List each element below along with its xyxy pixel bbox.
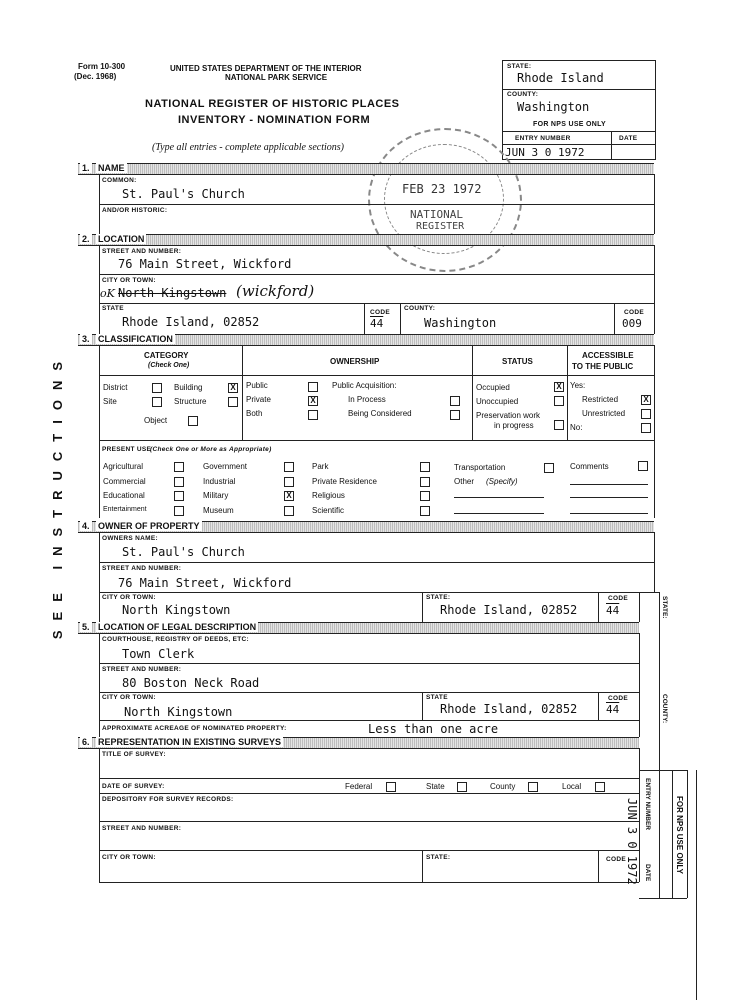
private-residence-checkbox[interactable]: [420, 477, 430, 487]
survey-state: State: [426, 782, 445, 791]
location-code: 44: [370, 317, 384, 330]
accessible-header: ACCESSIBLE: [582, 351, 634, 360]
form-date: (Dec. 1968): [74, 72, 117, 81]
category-structure: Structure: [174, 397, 207, 406]
public-checkbox[interactable]: [308, 382, 318, 392]
access-no: No:: [570, 423, 583, 432]
both-checkbox[interactable]: [308, 410, 318, 420]
park-checkbox[interactable]: [420, 462, 430, 472]
survey-federal: Federal: [345, 782, 373, 791]
location-county-label: COUNTY:: [404, 305, 436, 312]
present-use-sub: (Check One or More as Appropriate): [150, 446, 272, 453]
occupied-checkbox[interactable]: X: [554, 382, 564, 392]
in-process-label: In Process: [348, 395, 386, 404]
nps-use-only: FOR NPS USE ONLY: [533, 121, 606, 128]
margin-entry-number: ENTRY NUMBER: [644, 778, 651, 831]
survey-state-label: STATE:: [426, 854, 451, 861]
being-considered-label: Being Considered: [348, 409, 412, 418]
being-considered-checkbox[interactable]: [450, 410, 460, 420]
category-site: Site: [103, 397, 117, 406]
category-building: Building: [174, 383, 203, 392]
category-district: District: [103, 383, 128, 392]
section-2-bar: [78, 234, 654, 246]
legal-street-label: STREET AND NUMBER:: [102, 666, 182, 673]
museum-checkbox[interactable]: [284, 506, 294, 516]
ownership-private: Private: [246, 395, 271, 404]
use-religious: Religious: [312, 491, 345, 500]
present-use-label: PRESENT USE: [102, 446, 152, 453]
nps-header-box: [502, 60, 656, 160]
industrial-checkbox[interactable]: [284, 477, 294, 487]
section-2-number: 2.: [82, 234, 90, 244]
acreage-label: APPROXIMATE ACREAGE OF NOMINATED PROPERTY:: [102, 725, 287, 732]
scientific-checkbox[interactable]: [420, 506, 430, 516]
use-scientific: Scientific: [312, 506, 345, 515]
use-other: Other: [454, 477, 475, 486]
section-4-title: OWNER OF PROPERTY: [98, 521, 200, 531]
owner-name: St. Paul's Church: [122, 545, 245, 559]
owner-state-label: STATE:: [426, 594, 451, 601]
ownership-public: Public: [246, 381, 268, 390]
owner-state: Rhode Island, 02852: [440, 603, 578, 617]
entertainment-checkbox[interactable]: [174, 506, 184, 516]
form-subtitle: INVENTORY - NOMINATION FORM: [178, 114, 371, 126]
county-checkbox[interactable]: [528, 782, 538, 792]
county-label: COUNTY:: [507, 91, 539, 98]
location-street: 76 Main Street, Wickford: [118, 257, 292, 271]
legal-state: Rhode Island, 02852: [440, 702, 578, 716]
service-name: NATIONAL PARK SERVICE: [225, 73, 328, 82]
form-title: NATIONAL REGISTER OF HISTORIC PLACES: [145, 98, 400, 110]
religious-checkbox[interactable]: [420, 491, 430, 501]
courthouse-label: COURTHOUSE, REGISTRY OF DEEDS, ETC:: [102, 636, 250, 643]
category-header: CATEGORY: [144, 351, 189, 360]
common-label: COMMON:: [102, 177, 137, 184]
use-comments: Comments: [570, 462, 609, 471]
state-value: Rhode Island: [517, 71, 604, 85]
form-number: Form 10-300: [78, 62, 126, 71]
public-acquisition-label: Public Acquisition:: [332, 381, 397, 390]
margin-date: DATE: [644, 864, 651, 882]
status-occupied: Occupied: [476, 383, 510, 392]
site-checkbox[interactable]: [152, 397, 162, 407]
location-code-label: CODE: [370, 309, 390, 316]
unoccupied-checkbox[interactable]: [554, 396, 564, 406]
no-checkbox[interactable]: [641, 423, 651, 433]
courthouse-value: Town Clerk: [122, 647, 195, 661]
restricted-checkbox[interactable]: X: [641, 395, 651, 405]
section-1-title: NAME: [98, 163, 125, 173]
access-restricted: Restricted: [582, 395, 619, 404]
location-state: Rhode Island, 02852: [122, 315, 260, 329]
owner-street: 76 Main Street, Wickford: [118, 576, 292, 590]
survey-date-label: DATE OF SURVEY:: [102, 783, 165, 790]
legal-city: North Kingstown: [124, 705, 233, 719]
section-4-number: 4.: [82, 521, 90, 531]
owner-street-label: STREET AND NUMBER:: [102, 565, 182, 572]
stamp-national: NATIONAL: [410, 208, 463, 221]
structure-checkbox[interactable]: [228, 397, 238, 407]
use-specify: (Specify): [486, 477, 518, 486]
legal-state-label: STATE: [426, 694, 448, 701]
legal-code-label: CODE: [608, 695, 628, 702]
transportation-checkbox[interactable]: [544, 463, 554, 473]
location-state-label: STATE: [102, 305, 124, 312]
building-checkbox[interactable]: X: [228, 383, 238, 393]
instructions-note: (Type all entries - complete applicable sections): [152, 142, 344, 153]
access-unrestricted: Unrestricted: [582, 409, 626, 418]
state-checkbox[interactable]: [457, 782, 467, 792]
stamp-register: REGISTER: [416, 221, 465, 232]
section-5-title: LOCATION OF LEGAL DESCRIPTION: [98, 622, 257, 632]
stamp-date: FEB 23 1972: [402, 182, 482, 196]
department-name: UNITED STATES DEPARTMENT OF THE INTERIOR: [170, 64, 362, 73]
category-object: Object: [144, 416, 168, 425]
category-subheader: (Check One): [148, 362, 190, 369]
location-street-label: STREET AND NUMBER:: [102, 248, 182, 255]
in-process-checkbox[interactable]: [450, 396, 460, 406]
access-yes: Yes:: [570, 381, 586, 390]
use-commercial: Commercial: [103, 477, 146, 486]
district-checkbox[interactable]: [152, 383, 162, 393]
preservation-checkbox[interactable]: [554, 420, 564, 430]
section-5-number: 5.: [82, 622, 90, 632]
educational-checkbox[interactable]: [174, 491, 184, 501]
legal-code: 44: [606, 703, 620, 716]
ownership-header: OWNERSHIP: [330, 357, 380, 366]
owner-code-label: CODE: [608, 595, 628, 602]
commercial-checkbox[interactable]: [174, 477, 184, 487]
status-header: STATUS: [502, 357, 533, 366]
use-park: Park: [312, 462, 329, 471]
owner-city-label: CITY OR TOWN:: [102, 594, 156, 601]
comments-checkbox[interactable]: [638, 461, 648, 471]
use-transportation: Transportation: [454, 463, 506, 472]
section-1-bar: [78, 163, 654, 175]
see-instructions: SEE INSTRUCTIONS: [50, 352, 65, 640]
survey-title-label: TITLE OF SURVEY:: [102, 751, 166, 758]
owner-label: OWNERS NAME:: [102, 535, 158, 542]
survey-code-label: CODE: [606, 856, 626, 863]
location-city-ok: oK: [100, 287, 115, 300]
location-city-struck: North Kingstown: [118, 286, 227, 300]
entry-number-label: ENTRY NUMBER: [515, 135, 571, 142]
private-checkbox[interactable]: X: [308, 396, 318, 406]
common-name: St. Paul's Church: [122, 187, 245, 201]
legal-street: 80 Boston Neck Road: [122, 676, 260, 690]
unrestricted-checkbox[interactable]: [641, 409, 651, 419]
state-label: STATE:: [507, 63, 532, 70]
margin-state-label: STATE:: [661, 596, 668, 619]
section-2-title: LOCATION: [98, 234, 145, 244]
historic-label: AND/OR HISTORIC:: [102, 207, 168, 214]
section-6-number: 6.: [82, 737, 90, 747]
owner-code: 44: [606, 604, 620, 617]
use-entertainment: Entertainment: [103, 506, 147, 513]
depository-label: DEPOSITORY FOR SURVEY RECORDS:: [102, 796, 234, 803]
ownership-both: Both: [246, 409, 263, 418]
owner-city: North Kingstown: [122, 603, 231, 617]
government-checkbox[interactable]: [284, 462, 294, 472]
object-checkbox[interactable]: [188, 416, 198, 426]
date-label: DATE: [619, 135, 638, 142]
use-government: Government: [203, 462, 248, 471]
use-private-residence: Private Residence: [312, 477, 377, 486]
use-military: Military: [203, 491, 229, 500]
margin-stamped-date: JUN 3 0 1972: [625, 798, 639, 885]
federal-checkbox[interactable]: [386, 782, 396, 792]
location-county: Washington: [424, 316, 497, 330]
status-preservation: Preservation work: [476, 411, 541, 420]
survey-street-label: STREET AND NUMBER:: [102, 825, 182, 832]
survey-city-label: CITY OR TOWN:: [102, 854, 156, 861]
status-in-progress: in progress: [494, 421, 534, 430]
location-city-label: CITY OR TOWN:: [102, 277, 156, 284]
status-unoccupied: Unoccupied: [476, 397, 519, 406]
county-code: 009: [622, 317, 642, 330]
county-value: Washington: [517, 100, 590, 114]
accessible-subheader: TO THE PUBLIC: [572, 362, 634, 371]
location-city-handwritten: (wickford): [236, 282, 315, 300]
use-museum: Museum: [203, 506, 234, 515]
section-3-number: 3.: [82, 334, 90, 344]
acreage-value: Less than one acre: [368, 722, 499, 736]
section-3-title: CLASSIFICATION: [98, 334, 173, 344]
use-agricultural: Agricultural: [103, 462, 144, 471]
use-educational: Educational: [103, 491, 145, 500]
margin-county-label: COUNTY:: [661, 694, 668, 724]
military-checkbox[interactable]: X: [284, 491, 294, 501]
agricultural-checkbox[interactable]: [174, 462, 184, 472]
local-checkbox[interactable]: [595, 782, 605, 792]
survey-county: County: [490, 782, 516, 791]
section-6-title: REPRESENTATION IN EXISTING SURVEYS: [98, 737, 282, 747]
use-industrial: Industrial: [203, 477, 236, 486]
entry-date-stamp: JUN 3 0 1972: [505, 146, 585, 159]
survey-local: Local: [562, 782, 582, 791]
legal-city-label: CITY OR TOWN:: [102, 694, 156, 701]
county-code-label: CODE: [624, 309, 644, 316]
margin-nps-only: FOR NPS USE ONLY: [675, 796, 684, 874]
section-1-number: 1.: [82, 163, 90, 173]
